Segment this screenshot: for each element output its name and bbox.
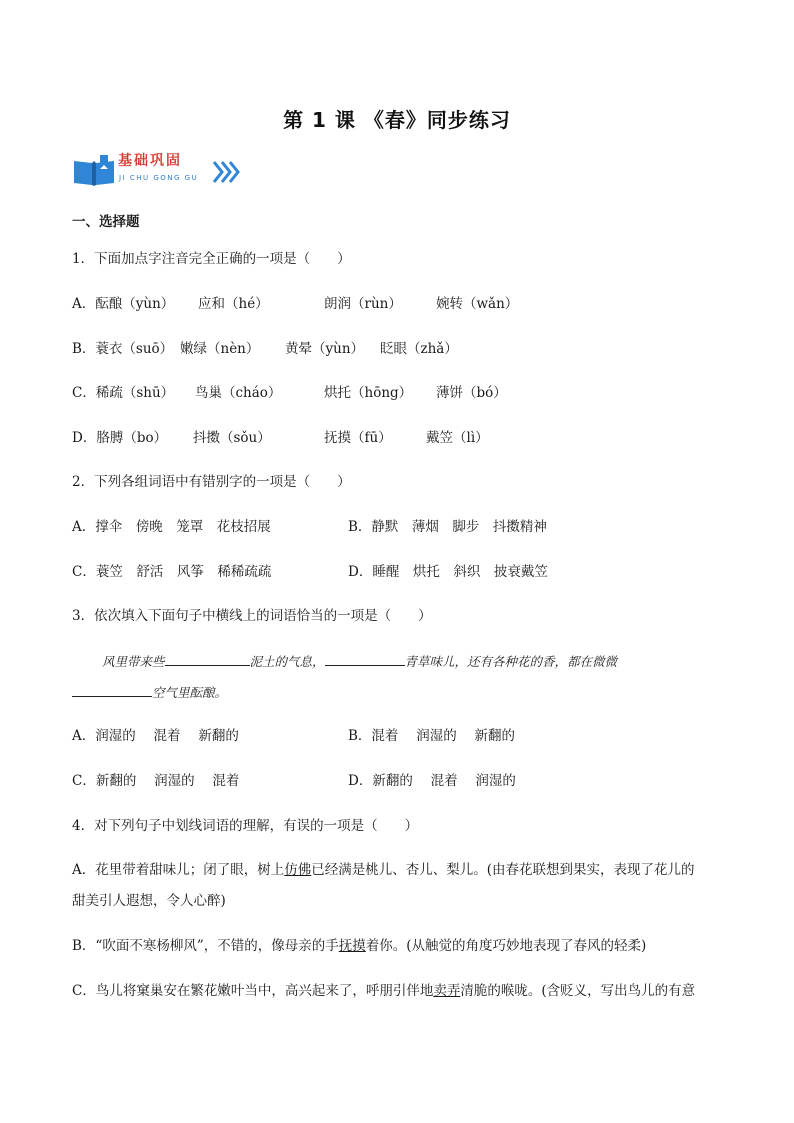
option-text: 着你。(从触觉的角度巧妙地表现了春风的轻柔) (365, 938, 647, 954)
underlined-word: 仿佛 (284, 862, 312, 878)
q4-option-c (72, 982, 695, 1000)
q3-quote-line-1 (102, 652, 617, 670)
underlined-word: 卖弄 (433, 983, 461, 999)
q1-option-a-3: 朗润（rùn） (324, 296, 402, 312)
option-text: B．“吹面不寒杨柳风”，不错的，像母亲的手 (72, 938, 339, 954)
q2-option-c: C．蓑笠 舒活 风筝 稀稀疏疏 (72, 564, 272, 580)
section-heading: 一、选择题 (72, 214, 140, 230)
quote-text: 泥土的气息， (249, 654, 325, 669)
fill-blank (325, 653, 405, 666)
q1-option-b-3: 黄晕（yùn） (285, 341, 365, 357)
q1-option-c-1: C．稀疏（shū） (72, 385, 175, 401)
banner-subtitle: JI CHU GONG GU (119, 174, 199, 182)
book-icon (72, 155, 116, 187)
q1-option-c-3: 烘托（hōng） (324, 385, 413, 401)
q1-option-b-2: 嫩绿（nèn） (180, 341, 260, 357)
q1-option-d-3: 抚摸（fū） (324, 430, 392, 446)
fill-blank (165, 653, 250, 666)
underlined-word: 抚摸 (338, 938, 366, 954)
quote-text: 空气里酝酿。 (152, 685, 228, 700)
question-3-stem: 3．依次填入下面句子中横线上的词语恰当的一项是（ ） (72, 608, 432, 624)
section-banner (72, 150, 242, 190)
quote-text: 青草味儿，还有各种花的香，都在微微 (404, 654, 618, 669)
q1-option-c-2: 鸟巢（cháo） (195, 385, 282, 401)
q1-option-a-4: 婉转（wǎn） (436, 296, 519, 312)
banner-title: 基础巩固 (118, 153, 182, 169)
q2-option-b: B．静默 薄烟 脚步 抖擞精神 (348, 519, 547, 535)
page-title: 第 1 课 《春》同步练习 (283, 108, 511, 132)
fill-blank (72, 684, 152, 697)
option-text: A．花里带着甜味儿；闭了眼，树上 (72, 862, 285, 878)
q1-option-a-2: 应和（hé） (198, 296, 269, 312)
q1-option-d-4: 戴笠（lì） (426, 430, 489, 446)
q1-option-a (72, 295, 174, 313)
q1-option-d-2: 抖擞（sǒu） (193, 430, 271, 446)
quote-text: 风里带来些 (102, 654, 165, 669)
q3-option-d: D．新翻的 混着 润湿的 (348, 773, 516, 789)
q1-option-c-4: 薄饼（bó） (436, 385, 507, 401)
question-4-stem: 4．对下列句子中划线词语的理解，有误的一项是（ ） (72, 818, 419, 834)
q1-option-b-1: B．蓑衣（suō） (72, 341, 174, 357)
q1-option-d-1: D．胳膊（bo） (72, 430, 168, 446)
q1-option-b-4: 眨眼（zhǎ） (380, 341, 458, 357)
q4-option-a-cont: 甜美引人遐想，令人心醉) (72, 893, 226, 909)
q3-option-a: A．润湿的 混着 新翻的 (72, 728, 239, 744)
q2-option-d: D．睡醒 烘托 斜织 披衰戴笠 (348, 564, 548, 580)
q3-option-c: C．新翻的 润湿的 混着 (72, 773, 240, 789)
q4-option-b (72, 937, 646, 955)
question-2-stem: 2．下列各组词语中有错别字的一项是（ ） (72, 474, 351, 490)
q3-quote-line-2 (72, 683, 227, 701)
double-chevron-icon (212, 160, 242, 184)
option-text: 清脆的喉咙。(含贬义，写出鸟儿的有意 (460, 983, 696, 999)
q2-option-a: A．撑伞 傍晚 笼罩 花枝招展 (72, 519, 271, 535)
option-text: C．鸟儿将窠巢安在繁花嫩叶当中，高兴起来了，呼朋引伴地 (72, 983, 434, 999)
question-1-stem: 1．下面加点字注音完全正确的一项是（ ） (72, 251, 351, 267)
q3-option-b: B．混着 润湿的 新翻的 (348, 728, 516, 744)
option-item: A．酝酿（yùn） (72, 296, 175, 312)
option-text: 已经满是桃儿、杏儿、梨儿。(由春花联想到果实，表现了花儿的 (311, 862, 695, 878)
q4-option-a (72, 861, 695, 879)
